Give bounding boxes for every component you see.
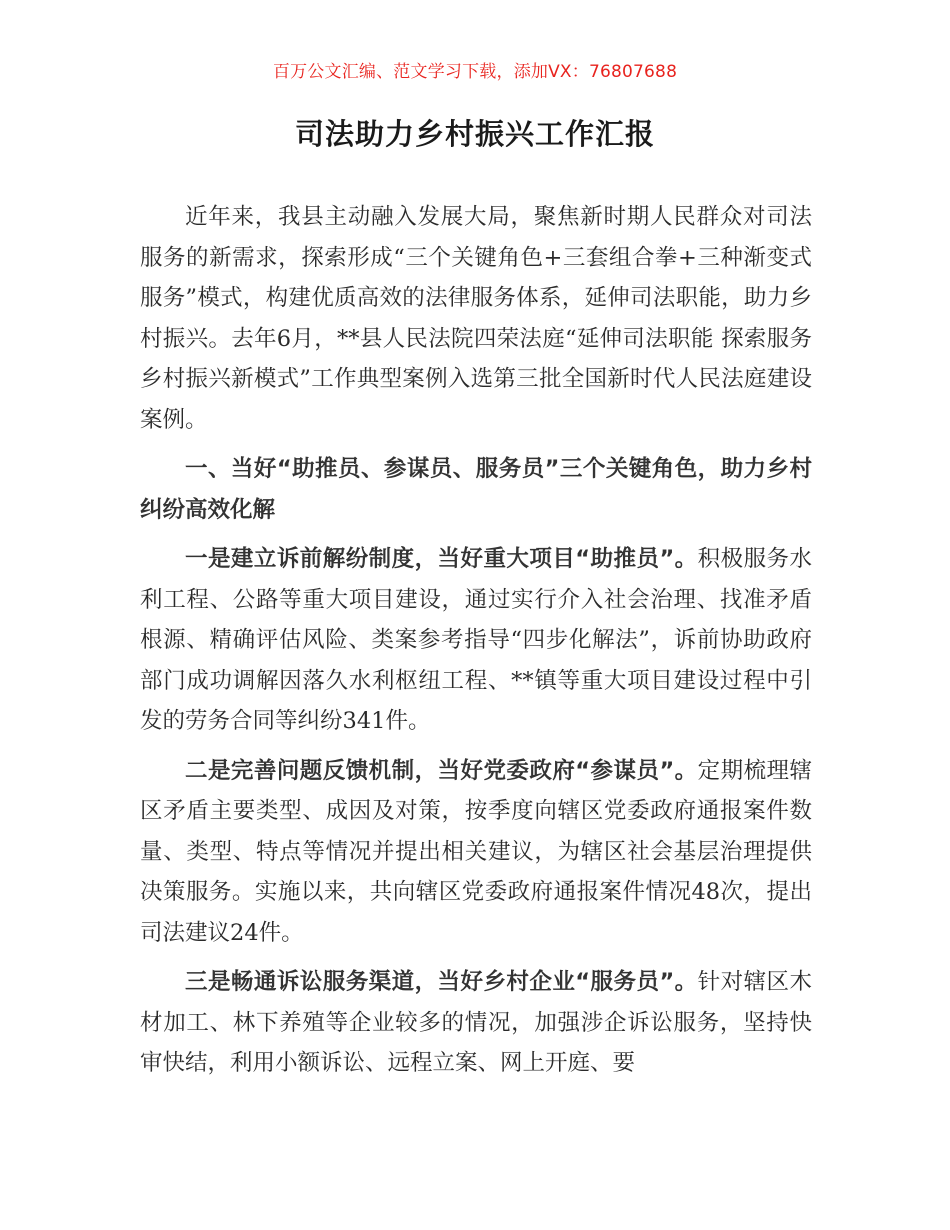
- item-lead-3: 三是畅通诉讼服务渠道，当好乡村企业“服务员”。: [185, 969, 698, 995]
- watermark-banner: 百万公文汇编、范文学习下载，添加VX：76807688: [272, 62, 678, 82]
- document-body: [140, 197, 812, 1084]
- item-lead-2: 二是完善问题反馈机制，当好党委政府“参谋员”。: [185, 757, 698, 784]
- item-text-1: 积极服务水利工程、公路等重大项目建设，通过实行介入社会治理、找准矛盾根源、精确评估风险、类案参考指导“四步化解法”，诉前协助政府部门成功调解因落久水利枢纽工程、**镇等重大项目建设过程中引发的劳务合同等纠纷341件。: [140, 546, 812, 734]
- item-lead-1: 一是建立诉前解纷制度，当好重大项目“助推员”。: [185, 546, 698, 572]
- item-paragraph-1: [140, 539, 812, 742]
- item-text-2: 定期梳理辖区矛盾主要类型、成因及对策，按季度向辖区党委政府通报案件数量、类型、特点等情况并提出相关建议，为辖区社会基层治理提供决策服务。实施以来，共向辖区党委政府通报案件情况48次，提出司法建议24件。: [140, 757, 812, 946]
- page-title: 司法助力乡村振兴工作汇报: [294, 117, 655, 151]
- section-heading: 一、当好“助推员、参谋员、服务员”三个关键角色，助力乡村纠纷高效化解: [140, 456, 812, 523]
- item-paragraph-3: [140, 962, 812, 1084]
- intro-paragraph: 近年来，我县主动融入发展大局，聚焦新时期人民群众对司法服务的新需求，探索形成“三个关键角色+三套组合拳+三种渐变式服务”模式，构建优质高效的法律服务体系，延伸司法职能，助力乡村振兴。去年6月，**县人民法院四荣法庭“延伸司法职能 探索服务乡村振兴新模式”工作典型案例入选第三批全国新时代人民法庭建设案例。: [140, 204, 812, 433]
- item-paragraph-2: [140, 751, 812, 954]
- item-text-3: 针对辖区木材加工、林下养殖等企业较多的情况，加强涉企诉讼服务，坚持快审快结，利用小额诉讼、远程立案、网上开庭、要: [140, 969, 812, 1076]
